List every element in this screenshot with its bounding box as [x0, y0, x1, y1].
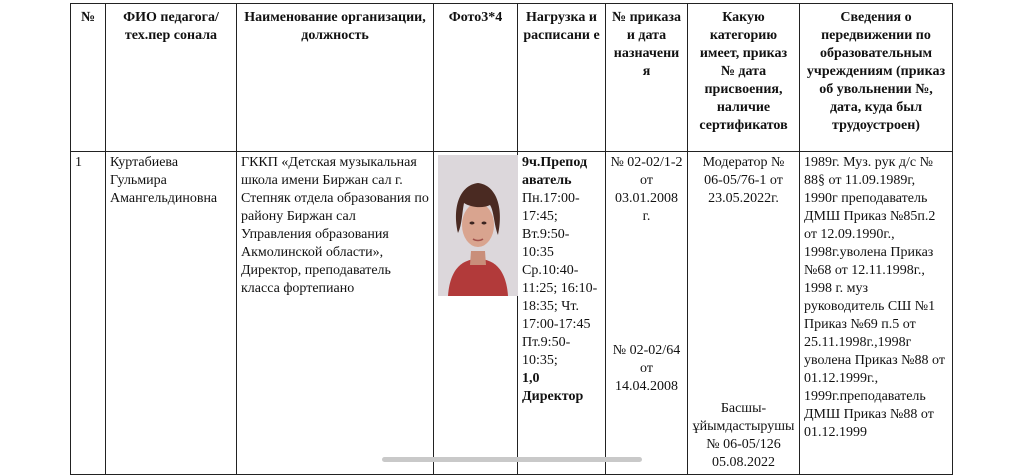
header-movement: Сведения о передвижении по образовательным учреждениям (приказ об увольнении №, дата, куда был трудоустроен): [800, 4, 953, 152]
row-category: [688, 152, 800, 475]
category-second: Басшы-ұйымдастырушы № 06-05/126 05.08.2022: [692, 401, 795, 470]
row-order: [606, 152, 688, 475]
load-schedule-text: Пн.17:00-17:45; Вт.9:50-10:35 Ср.10:40-11:25; 16:10-18:35; Чт. 17:00-17:45 Пт.9:50-10:35;: [522, 191, 598, 368]
staff-table: [70, 3, 953, 475]
header-organization: Наименование организации, должность: [237, 4, 434, 152]
order-spacer: [610, 226, 683, 342]
header-photo: Фото3*4: [434, 4, 518, 152]
row-photo-cell: [434, 152, 518, 475]
row-movement: 1989г. Муз. рук д/с № 88§ от 11.09.1989г, 1990г преподаватель ДМШ Приказ №85п.2 от 12.09.1990г., 1998г.уволена Приказ №68 от 12.11.1998г., 1998 г. муз руководитель СШ №1 Приказ №69 п.5 от 25.11.1998г.,1998г уволена Приказ №88 от 01.12.1999г., 1999г.преподаватель ДМШ Приказ №88 от 01.12.1999: [800, 152, 953, 475]
portrait-photo: [438, 155, 518, 296]
top-edge: [0, 0, 1024, 3]
header-name: ФИО педагога/тех.пер сонала: [106, 4, 237, 152]
category-spacer: [692, 208, 795, 400]
row-number: 1: [71, 152, 106, 475]
row-load-schedule: [518, 152, 606, 475]
header-number: №: [71, 4, 106, 152]
table-header-row: [71, 4, 953, 152]
header-load: Нагрузка и расписани е: [518, 4, 606, 152]
order-first: № 02-02/1-2 от 03.01.2008 г.: [610, 155, 683, 224]
load-director-rate: 1,0 Директор: [522, 371, 584, 404]
scroll-indicator[interactable]: [382, 457, 642, 462]
order-second: № 02-02/64 от 14.04.2008: [612, 343, 681, 394]
row-name: Куртабиева Гульмира Амангельдиновна: [106, 152, 237, 475]
header-category: Какую категорию имеет, приказ № дата присвоения, наличие сертификатов: [688, 4, 800, 152]
load-teacher-hours: 9ч.Препод аватель: [522, 155, 588, 188]
header-order: № приказа и дата назначени я: [606, 4, 688, 152]
category-first: Модератор № 06-05/76-1 от 23.05.2022г.: [702, 155, 785, 206]
table-row: [71, 152, 953, 475]
row-organization: ГККП «Детская музыкальная школа имени Биржан сал г. Степняк отдела образования по району Биржан сал Управления образования Акмолинской области», Директор, преподаватель класса фортепиано: [237, 152, 434, 475]
